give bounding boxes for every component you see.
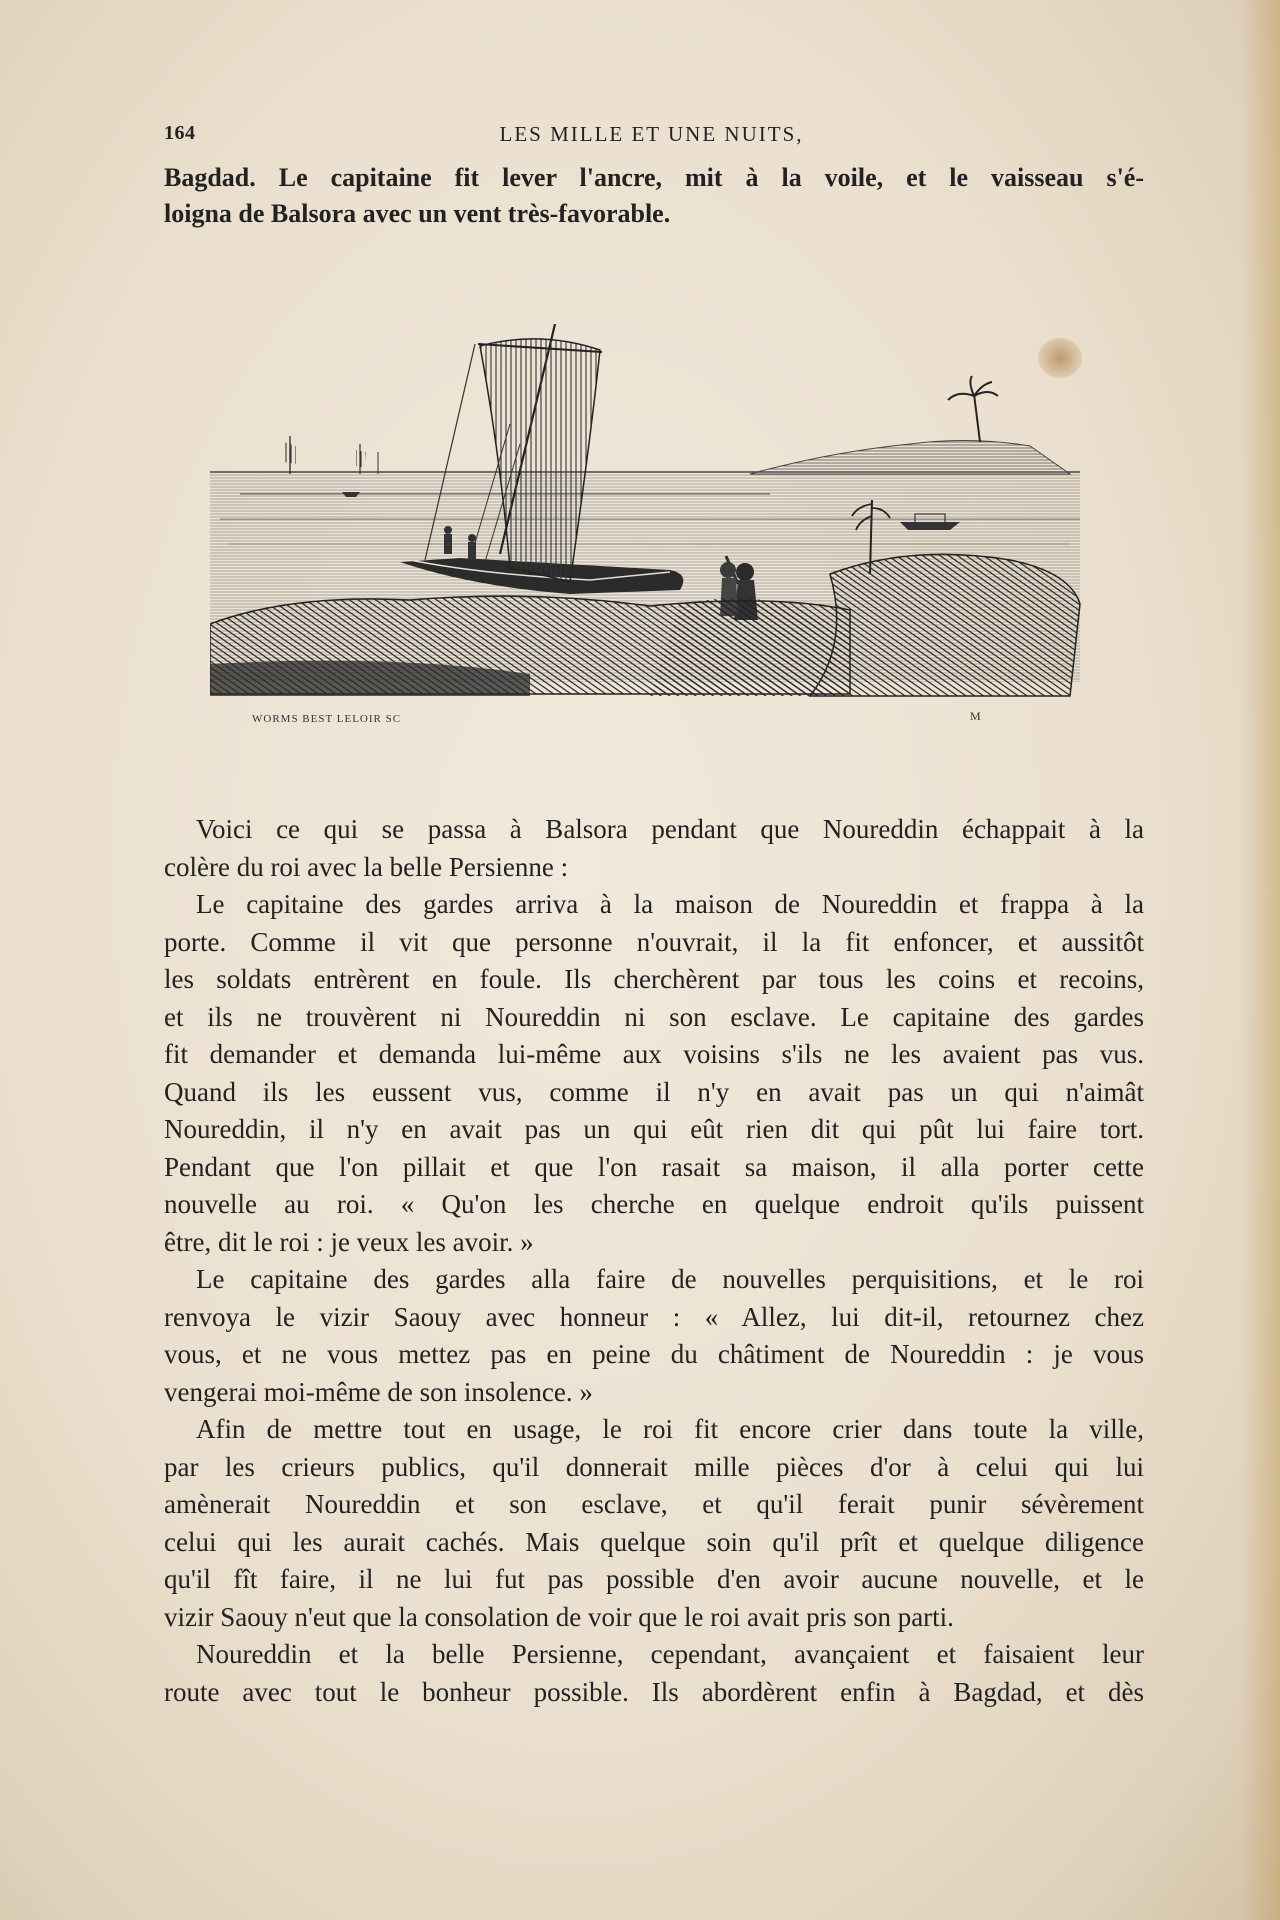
paragraph bbox=[164, 1636, 1144, 1711]
text-line: Noureddin, il n'y en avait pas un qui eût rien dit qui pût lui faire tort. bbox=[164, 1114, 1144, 1144]
text-line: vous, et ne vous mettez pas en peine du châtiment de Noureddin : je vous bbox=[164, 1339, 1144, 1369]
paragraph bbox=[164, 1411, 1144, 1636]
text-line: colère du roi avec la belle Persienne : bbox=[164, 851, 569, 882]
ship-engraving bbox=[210, 324, 1090, 734]
engraver-signatures bbox=[252, 709, 981, 725]
paragraph bbox=[164, 1261, 1144, 1411]
signature-left: WORMS BEST LELOIR SC bbox=[252, 713, 402, 725]
text-line: Pendant que l'on pillait et que l'on rasait sa maison, il alla porter cette bbox=[164, 1151, 1144, 1182]
text-line: nouvelle au roi. « Qu'on les cherche en quelque endroit qu'ils puissent bbox=[164, 1189, 1144, 1219]
text-line: et ils ne trouvèrent ni Noureddin ni son esclave. Le capitaine des gardes bbox=[164, 1001, 1144, 1032]
page-edge-shadow bbox=[1240, 0, 1280, 1920]
text-line: qu'il fît faire, il ne lui fut pas possible d'en avoir aucune nouvelle, et le bbox=[164, 1564, 1144, 1594]
text-line: Quand ils les eussent vus, comme il n'y en avait pas un qui n'aimât bbox=[164, 1076, 1144, 1107]
text-line: Bagdad. Le capitaine fit lever l'ancre, mit à la voile, et le vaisseau s'é- bbox=[164, 163, 1144, 192]
text-line: porte. Comme il vit que personne n'ouvrait, il la fit enfoncer, et aussitôt bbox=[164, 926, 1144, 957]
text-line: celui qui les aurait cachés. Mais quelque soin qu'il prît et quelque diligence bbox=[164, 1526, 1144, 1557]
distant-headland bbox=[750, 376, 1070, 474]
text-line: être, dit le roi : je veux les avoir. » bbox=[164, 1226, 534, 1257]
paragraph bbox=[164, 886, 1144, 1261]
running-head bbox=[164, 122, 1139, 152]
text-line: amènerait Noureddin et son esclave, et qu'il ferait punir sévèrement bbox=[164, 1489, 1144, 1519]
text-line: vizir Saouy n'eut que la consolation de voir que le roi avait pris son parti. bbox=[164, 1601, 954, 1632]
text-line: Le capitaine des gardes alla faire de nouvelles perquisitions, et le roi bbox=[196, 1264, 1144, 1294]
text-line: Le capitaine des gardes arriva à la maison de Noureddin et frappa à la bbox=[196, 889, 1144, 919]
text-line: Voici ce qui se passa à Balsora pendant que Noureddin échappait à la bbox=[196, 814, 1144, 844]
text-line: Afin de mettre tout en usage, le roi fit encore crier dans toute la ville, bbox=[196, 1414, 1144, 1444]
top-paragraph bbox=[164, 160, 1144, 232]
text-line: vengerai moi-même de son insolence. » bbox=[164, 1376, 593, 1407]
text-line: par les crieurs publics, qu'il donnerait mille pièces d'or à celui qui lui bbox=[164, 1451, 1144, 1482]
text-line: Noureddin et la belle Persienne, cependant, avançaient et faisaient leur bbox=[196, 1639, 1144, 1669]
running-title: LES MILLE ET UNE NUITS, bbox=[499, 122, 804, 146]
text-line: fit demander et demanda lui-même aux voisins s'ils ne les avaient pas vus. bbox=[164, 1039, 1144, 1069]
body-text bbox=[164, 811, 1144, 1711]
text-line: les soldats entrèrent en foule. Ils cherchèrent par tous les coins et recoins, bbox=[164, 964, 1144, 994]
paragraph bbox=[164, 811, 1144, 886]
signature-right: M bbox=[970, 709, 981, 723]
page-number: 164 bbox=[164, 122, 196, 144]
text-line: loigna de Balsora avec un vent très-favorable. bbox=[164, 199, 671, 228]
text-line: renvoya le vizir Saouy avec honneur : « Allez, lui dit-il, retournez chez bbox=[164, 1301, 1144, 1332]
text-line: route avec tout le bonheur possible. Ils abordèrent enfin à Bagdad, et dès bbox=[164, 1676, 1144, 1707]
